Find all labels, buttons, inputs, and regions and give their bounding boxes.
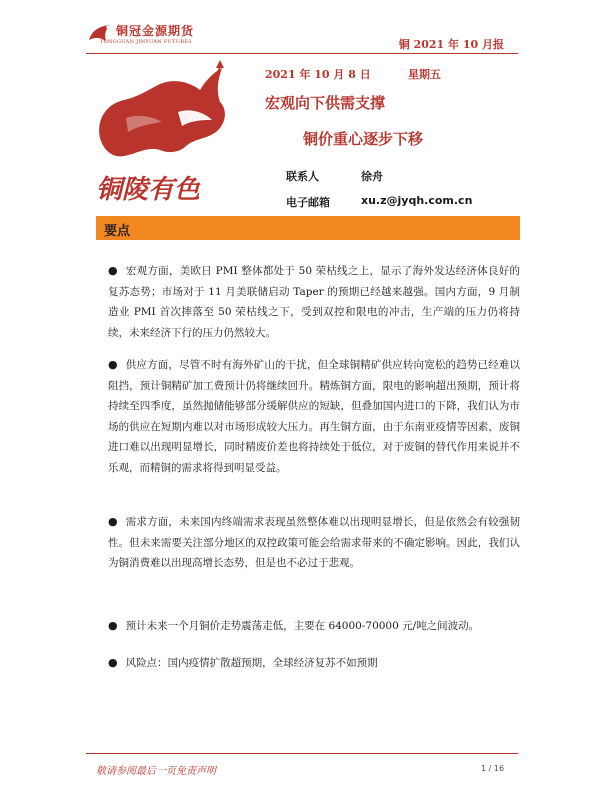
paragraph-text: 需求方面，未来国内终端需求表现虽然整体难以出现明显增长，但是依然会有较强韧性。但未来需要关注部分地区的双控政策可能会给需求带来的不确定影响。因此，我们认为铜消费难以出现高增长态势，但是也不必过于悲观。: [108, 516, 520, 569]
header-divider: [86, 53, 518, 54]
report-title-line2: 铜价重心逐步下移: [303, 130, 424, 148]
paragraph-text: 供应方面，尽管不时有海外矿山的干扰，但全球铜精矿供应转向宽松的趋势已经难以阻挡，预计铜精矿加工费预计仍将继续回升。精炼铜方面，限电的影响超出预期，预计将持续至四季度，虽然抛储能够部分缓解供应的短缺，但叠加国内进口的下降，我们认为市场的供应在短期内难以对市场形成较大压力。再生铜方面，由于东南亚疫情等因素，废铜进口难以出现明显增长，同时精废价差也将持续处于低位，对于废铜的替代作用来说并不乐观，而精铜的需求将得到明显受益。: [108, 359, 520, 474]
bullet-paragraph-risk: [108, 653, 520, 674]
bullet-paragraph-demand: [108, 512, 520, 574]
cover-brush-artwork-icon: [86, 60, 256, 210]
report-label: 铜 2021 年 10 月报: [398, 38, 504, 51]
bullet-icon: ●: [108, 619, 118, 632]
email-link[interactable]: xu.z@jyqh.com.cn: [361, 194, 473, 207]
email-label: 电子邮箱: [286, 196, 330, 209]
section-title: 要点: [104, 224, 131, 239]
bullet-icon: ●: [108, 656, 118, 669]
contact-name: 徐舟: [361, 170, 383, 183]
page-indicator: 1 / 16: [481, 764, 505, 773]
bullet-paragraph-forecast: [108, 616, 520, 637]
company-name-cn: 铜冠金源期货: [116, 24, 195, 38]
paragraph-text: 宏观方面，美欧日 PMI 整体都处于 50 荣枯线之上，显示了海外发达经济体良好的复苏态势；市场对于 11 月美联储启动 Taper 的预期已经越来越强。国内方面，9 月制造业 PMI 首次摔落至 50 荣枯线之下，受到双控和限电的冲击，生产端的压力仍将持续，未来经济下行的压力仍然较大。: [108, 265, 520, 339]
paragraph-text: 预计未来一个月铜价走势震荡走低，主要在 64000-70000 元/吨之间波动。: [125, 620, 480, 632]
report-title-line1: 宏观向下供需支撑: [265, 94, 386, 112]
paragraph-text: 风险点：国内疫情扩散超预期，全球经济复苏不如预期: [125, 657, 378, 669]
report-weekday: 星期五: [408, 68, 441, 81]
footer-divider: [86, 753, 518, 754]
bullet-icon: ●: [108, 515, 118, 528]
company-name-en: TONGGUAN JINYUAN FUTURES: [100, 39, 192, 45]
calligraphy-text: 铜陵有色: [96, 175, 201, 205]
bullet-paragraph-macro: [108, 261, 520, 343]
bullet-paragraph-supply: [108, 355, 520, 478]
bullet-icon: ●: [108, 264, 118, 277]
bullet-icon: ●: [108, 358, 118, 371]
contact-label: 联系人: [286, 170, 319, 183]
section-header-bar: [96, 216, 520, 240]
disclaimer-link[interactable]: 敬请参阅最后一页免责声明: [96, 766, 216, 777]
report-date: 2021 年 10 月 8 日: [265, 68, 371, 81]
